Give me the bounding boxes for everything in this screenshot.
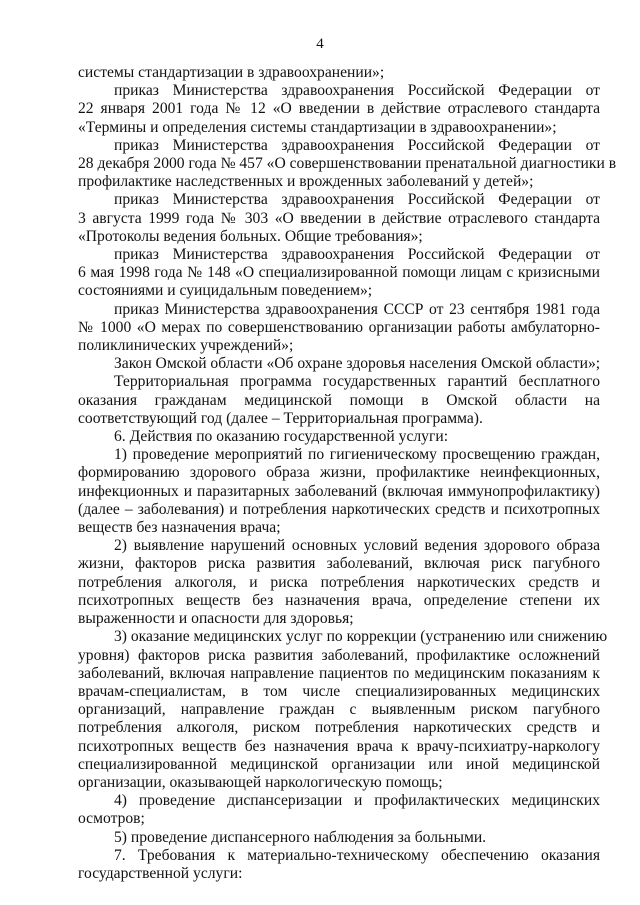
text-line: 22 января 2001 года № 12 «О введении в действие отраслевого стандарта: [78, 100, 600, 118]
text-line: психотропных веществ без назначения врача к врачу-психиатру-наркологу: [78, 737, 600, 755]
text-line: 1) проведение мероприятий по гигиеническому просвещению граждан,: [114, 446, 600, 464]
text-line: выраженности и опасности для здоровья;: [78, 610, 354, 628]
paragraph: [78, 191, 600, 246]
text-line: психотропных веществ без назначения врача, определение степени их: [78, 591, 600, 609]
text-line: организации, оказывающей наркологическую помощь;: [78, 773, 443, 791]
text-line: организаций, направление граждан с выявленным риском пагубного: [78, 701, 600, 719]
text-line: (далее – заболевания) и потребления наркотических средств и психотропных: [78, 500, 600, 518]
paragraph: [78, 829, 600, 847]
text-line: приказ Министерства здравоохранения Российской Федерации от: [114, 246, 600, 264]
text-line: 2) выявление нарушений основных условий ведения здорового образа: [114, 537, 600, 555]
paragraph: [78, 847, 600, 883]
text-line: приказ Министерства здравоохранения Российской Федерации от: [114, 136, 600, 154]
text-line: системы стандартизации в здравоохранении»;: [78, 64, 385, 81]
text-line: 6. Действия по оказанию государственной услуги:: [114, 428, 449, 446]
text-line: потребления алкоголя, и риска потребления наркотических средств и: [78, 573, 600, 591]
text-line: 28 декабря 2000 года № 457 «О совершенствовании пренатальной диагностики в: [78, 155, 617, 173]
text-line: 7. Требования к материально-техническому обеспечению оказания: [114, 846, 600, 864]
paragraph: [78, 373, 600, 428]
text-line: приказ Министерства здравоохранения СССР от 23 сентября 1981 года: [114, 300, 600, 318]
paragraph: [78, 537, 600, 628]
text-line: соответствующий год (далее – Территориальная программа).: [78, 409, 483, 427]
text-line: веществ без назначения врача;: [78, 519, 281, 537]
text-line: осмотров;: [78, 810, 145, 828]
text-line: состояниями и суицидальным поведением»;: [78, 282, 373, 300]
text-line: Закон Омской области «Об охране здоровья населения Омской области»;: [114, 355, 601, 373]
text-line: жизни, факторов риска развития заболеваний, включая риск пагубного: [78, 555, 600, 573]
text-line: заболеваний, включая направление пациентов по медицинским показаниям к: [78, 664, 600, 682]
text-line: «Термины и определения системы стандартизации в здравоохранении»;: [78, 118, 557, 136]
paragraph: [78, 428, 600, 446]
text-line: формированию здорового образа жизни, профилактике неинфекционных,: [78, 464, 600, 482]
text-line: 5) проведение диспансерного наблюдения за больными.: [114, 828, 487, 846]
text-line: врачам-специалистам, в том числе специализированных медицинских: [78, 682, 600, 700]
text-line: оказания гражданам медицинской помощи в Омской области на: [78, 391, 600, 409]
text-line: инфекционных и паразитарных заболеваний (включая иммунопрофилактику): [78, 482, 600, 500]
paragraph: [78, 64, 600, 82]
text-line: «Протоколы ведения больных. Общие требования»;: [78, 227, 423, 245]
text-line: приказ Министерства здравоохранения Российской Федерации от: [114, 82, 600, 100]
paragraph: [78, 301, 600, 356]
paragraph: [78, 628, 608, 792]
paragraph: [78, 792, 600, 828]
document-body: [78, 64, 617, 883]
paragraph: [78, 446, 600, 537]
text-line: специализированной медицинской организации или иной медицинской: [78, 755, 600, 773]
text-line: 3) оказание медицинских услуг по коррекции (устранению или снижению: [114, 628, 608, 646]
text-line: потребления алкоголя, риском потребления наркотических средств и: [78, 719, 600, 737]
text-line: 4) проведение диспансеризации и профилактических медицинских: [114, 792, 600, 810]
page-number: 4: [316, 36, 324, 52]
paragraph: [78, 246, 600, 301]
text-line: № 1000 «О мерах по совершенствованию организации работы амбулаторно-: [78, 318, 600, 336]
text-line: уровня) факторов риска развития заболеваний, профилактике осложнений: [78, 646, 600, 664]
text-line: приказ Министерства здравоохранения Российской Федерации от: [114, 191, 600, 209]
text-line: государственной услуги:: [78, 864, 243, 882]
text-line: профилактике наследственных и врожденных заболеваний у детей»;: [78, 173, 534, 191]
paragraph: [78, 82, 600, 137]
text-line: 3 августа 1999 года № 303 «О введении в действие отраслевого стандарта: [78, 209, 600, 227]
paragraph: [78, 136, 617, 192]
text-line: 6 мая 1998 года № 148 «О специализированной помощи лицам с кризисными: [78, 264, 600, 282]
text-line: поликлинических учреждений»;: [78, 337, 294, 355]
paragraph: [78, 355, 600, 373]
text-line: Территориальная программа государственных гарантий бесплатного: [114, 373, 600, 391]
